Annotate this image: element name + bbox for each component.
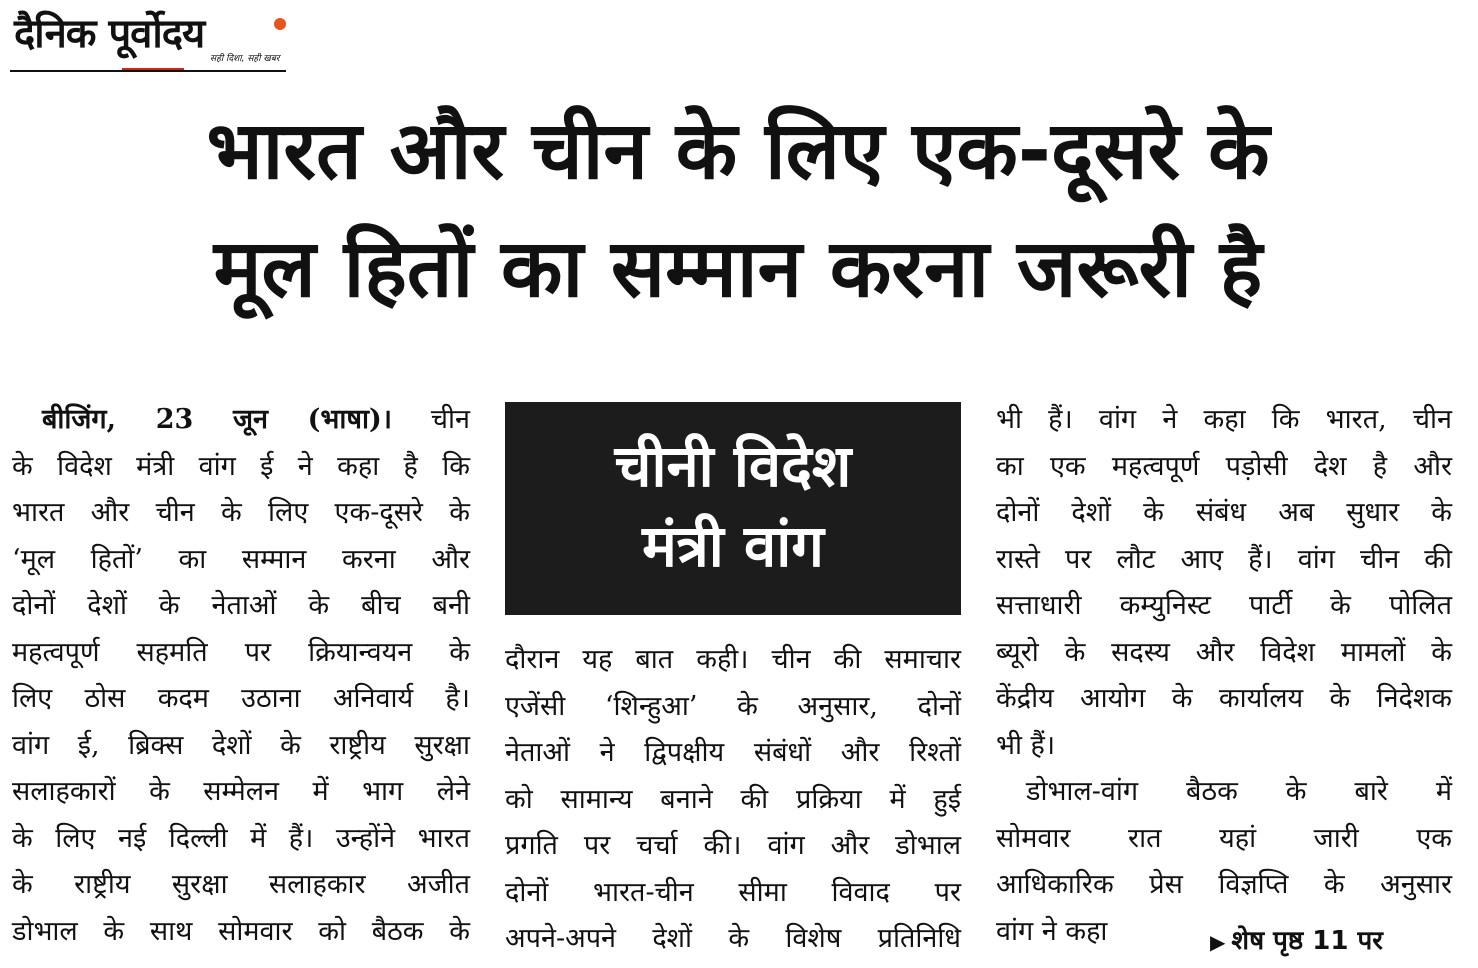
callout-box [505, 402, 961, 615]
article-line: के विदेश मंत्री वांग ई ने कहा है कि [12, 450, 470, 482]
article-line: सोमवार रात यहां जारी एक [996, 822, 1452, 854]
article-line: डोभाल के साथ सोमवार को बैठक के [12, 915, 470, 947]
headline-line-2: मूल हितों का सम्मान करना जरूरी है [213, 222, 1263, 315]
continued-on-page[interactable] [1210, 921, 1383, 962]
article-line: वांग ई, ब्रिक्स देशों के राष्ट्रीय सुरक्षा [12, 729, 470, 761]
article-line: के राष्ट्रीय सुरक्षा सलाहकार अजीत [12, 869, 470, 900]
triangle-right-icon: ▶ [1210, 930, 1226, 954]
continued-label: शेष पृष्ठ 11 पर [1231, 926, 1383, 956]
article-line: आधिकारिक प्रेस विज्ञप्ति के अनुसार [996, 869, 1452, 900]
article-line: नेताओं ने द्विपक्षीय संबंधों और रिश्तों [505, 737, 961, 768]
masthead-accent-rule [122, 68, 184, 70]
article-line: अपने-अपने देशों के विशेष प्रतिनिधि [505, 923, 961, 954]
article-line: केंद्रीय आयोग के कार्यालय के निदेशक [996, 683, 1452, 714]
headline-line-1: भारत और चीन के लिए एक-दूसरे के [206, 104, 1270, 197]
article-line: को सामान्य बनाने की प्रक्रिया में हुई [505, 783, 961, 815]
dateline: बीजिंग, 23 जून (भाषा)। [42, 404, 393, 435]
article-line: ‘मूल हितों’ का सम्मान करना और [12, 543, 470, 575]
article-line: वांग ने कहा [996, 915, 1108, 947]
article-line: भारत और चीन के लिए एक-दूसरे के [12, 497, 470, 528]
article-line: महत्वपूर्ण सहमति पर क्रियान्वयन के [12, 636, 470, 668]
article-line: रास्ते पर लौट आए हैं। वांग चीन की [996, 543, 1452, 575]
callout-line-2: मंत्री वांग [642, 512, 824, 580]
article-line: सत्ताधारी कम्युनिस्ट पार्टी के पोलित [996, 590, 1452, 621]
article-line: दौरान यह बात कही। चीन की समाचार [505, 644, 961, 675]
article-line: डोभाल-वांग बैठक के बारे में [1026, 776, 1452, 807]
article-line: के लिए नई दिल्ली में हैं। उन्होंने भारत [12, 822, 470, 854]
article-line: ब्यूरो के सदस्य और विदेश मामलों के [996, 636, 1452, 668]
article-line: प्रगति पर चर्चा की। वांग और डोभाल [505, 830, 961, 861]
article-line: एजेंसी ‘शिन्हुआ’ के अनुसार, दोनों [505, 690, 961, 722]
callout-line-1: चीनी विदेश [614, 432, 852, 500]
newspaper-name: दैनिक पूर्वोदय [14, 11, 205, 57]
headline [18, 92, 1458, 328]
article-column-3 [996, 397, 1452, 955]
article-column-1 [12, 397, 470, 955]
article-line: बीजिंग, 23 जून (भाषा)। चीन [42, 404, 470, 435]
masthead-rule [10, 70, 286, 72]
article-line: दोनों देशों के नेताओं के बीच बनी [12, 590, 470, 621]
article-column-2 [505, 637, 961, 963]
article-line: भी हैं। [996, 729, 1056, 761]
masthead-dot-icon [274, 18, 286, 30]
article-line: का एक महत्वपूर्ण पड़ोसी देश है और [996, 450, 1452, 482]
article-line: लिए ठोस कदम उठाना अनिवार्य है। [12, 683, 470, 714]
article-line: भी हैं। वांग ने कहा कि भारत, चीन [996, 404, 1452, 435]
article-line: सलाहकारों के सम्मेलन में भाग लेने [12, 776, 470, 807]
article-line: दोनों देशों के संबंध अब सुधार के [996, 497, 1452, 528]
article-line: दोनों भारत-चीन सीमा विवाद पर [505, 876, 961, 908]
masthead [10, 6, 286, 72]
newspaper-tagline: सही दिशा, सही खबर [210, 54, 280, 64]
